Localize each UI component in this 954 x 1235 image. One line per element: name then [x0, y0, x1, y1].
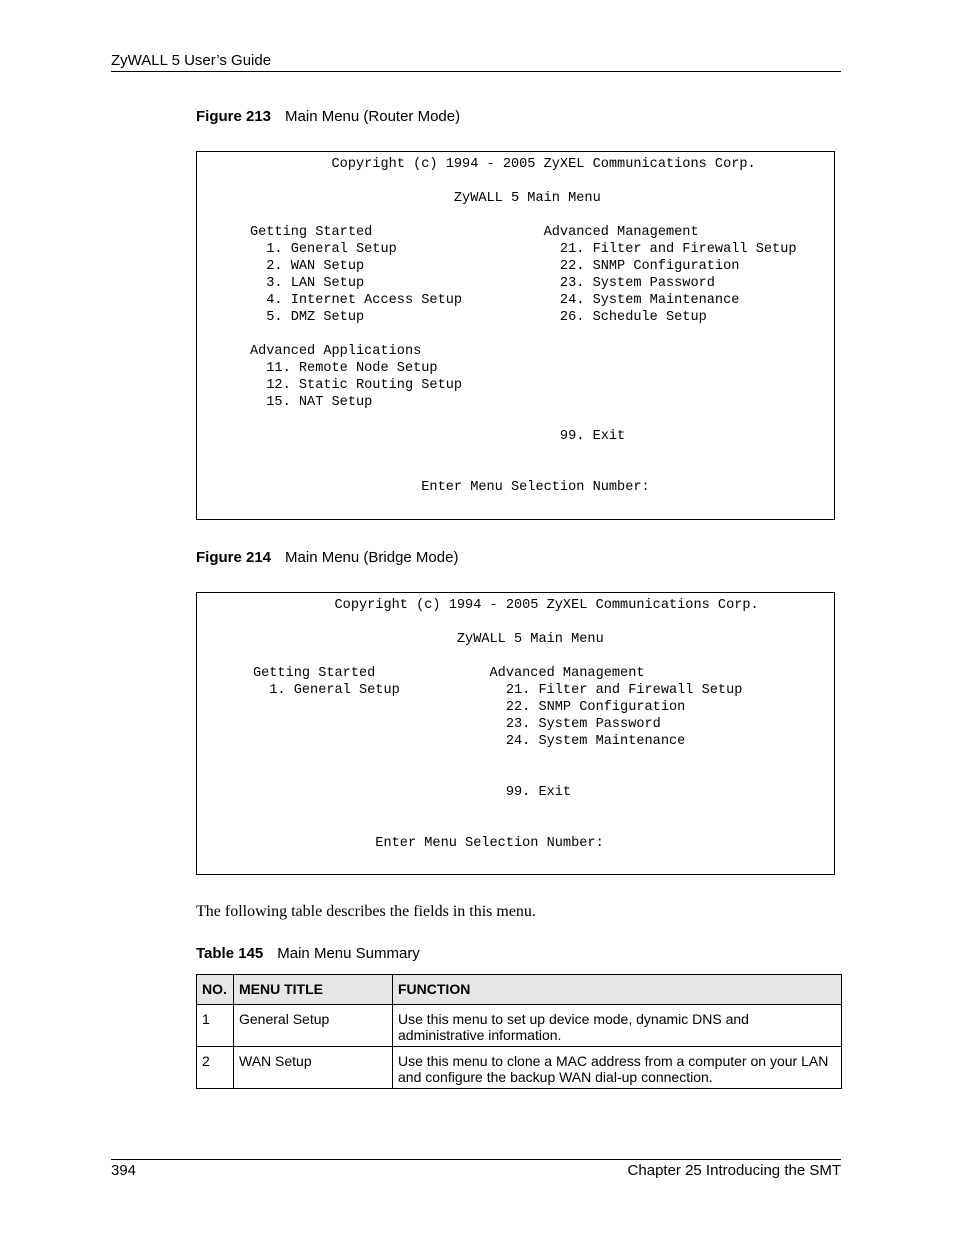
- table-row: [197, 1047, 842, 1089]
- table-145-title: Main Menu Summary: [277, 945, 420, 962]
- menu-line: [201, 207, 797, 224]
- menu-line: [204, 750, 759, 767]
- footer-rule: [111, 1159, 841, 1160]
- menu-line: 99. Exit: [204, 785, 572, 800]
- menu-line: [204, 614, 759, 631]
- bridge-mode-menu-screen: [196, 592, 835, 875]
- menu-line: [201, 445, 797, 462]
- menu-line: [201, 173, 797, 190]
- figure-214-title: Main Menu (Bridge Mode): [285, 549, 459, 566]
- menu-line: 15. NAT Setup: [201, 395, 373, 410]
- cell-no: 1: [197, 1005, 234, 1047]
- table-row: [197, 1005, 842, 1047]
- cell-function: Use this menu to set up device mode, dynamic DNS and administrative information.: [393, 1005, 842, 1047]
- figure-213-title: Main Menu (Router Mode): [285, 108, 461, 125]
- figure-214-label: Figure 214: [196, 549, 272, 566]
- menu-line: 5. DMZ Setup 26. Schedule Setup: [201, 310, 707, 325]
- header-rule: [111, 71, 841, 72]
- menu-line: ZyWALL 5 Main Menu: [201, 191, 601, 206]
- menu-line: Enter Menu Selection Number:: [204, 836, 604, 851]
- page-number: 394: [111, 1162, 137, 1179]
- menu-line: Copyright (c) 1994 - 2005 ZyXEL Communications Corp.: [204, 598, 759, 613]
- menu-line: 99. Exit: [201, 429, 626, 444]
- menu-line: [201, 411, 797, 428]
- cell-menu-title: General Setup: [234, 1005, 393, 1047]
- cell-no: 2: [197, 1047, 234, 1089]
- menu-line: [201, 326, 797, 343]
- menu-line: 22. SNMP Configuration: [204, 700, 686, 715]
- menu-line: [204, 801, 759, 818]
- intro-paragraph: The following table describes the fields in this menu.: [196, 903, 536, 920]
- table-145-caption: [196, 945, 420, 962]
- menu-line: 2. WAN Setup 22. SNMP Configuration: [201, 259, 740, 274]
- chapter-title: Chapter 25 Introducing the SMT: [627, 1162, 841, 1179]
- cell-function: Use this menu to clone a MAC address from a computer on your LAN and configure the backup WAN dial-up connection.: [393, 1047, 842, 1089]
- table-145-label: Table 145: [196, 945, 264, 962]
- menu-line: 11. Remote Node Setup: [201, 361, 438, 376]
- menu-line: 1. General Setup 21. Filter and Firewall Setup: [201, 242, 797, 257]
- bridge-mode-menu-text: [204, 597, 759, 852]
- menu-line: 4. Internet Access Setup 24. System Maintenance: [201, 293, 740, 308]
- router-mode-menu-screen: [196, 151, 835, 520]
- menu-line: [204, 648, 759, 665]
- table-header-row: [197, 975, 842, 1005]
- figure-213-label: Figure 213: [196, 108, 272, 125]
- menu-line: [201, 462, 797, 479]
- menu-line: [204, 818, 759, 835]
- header-no: NO.: [197, 975, 234, 1005]
- figure-213-caption: [196, 108, 460, 125]
- menu-line: Copyright (c) 1994 - 2005 ZyXEL Communications Corp.: [201, 157, 756, 172]
- header-menu-title: MENU TITLE: [234, 975, 393, 1005]
- router-mode-menu-text: [201, 156, 797, 496]
- menu-line: [204, 767, 759, 784]
- main-menu-summary-table: [196, 974, 842, 1089]
- menu-line: 3. LAN Setup 23. System Password: [201, 276, 715, 291]
- menu-line: 24. System Maintenance: [204, 734, 686, 749]
- menu-line: 23. System Password: [204, 717, 661, 732]
- cell-menu-title: WAN Setup: [234, 1047, 393, 1089]
- figure-214-caption: [196, 549, 458, 566]
- menu-line: Getting Started Advanced Management: [201, 225, 699, 240]
- header-function: FUNCTION: [393, 975, 842, 1005]
- menu-line: ZyWALL 5 Main Menu: [204, 632, 604, 647]
- menu-line: Getting Started Advanced Management: [204, 666, 645, 681]
- menu-line: Enter Menu Selection Number:: [201, 480, 650, 495]
- menu-line: Advanced Applications: [201, 344, 422, 359]
- menu-line: 1. General Setup 21. Filter and Firewall Setup: [204, 683, 743, 698]
- menu-line: 12. Static Routing Setup: [201, 378, 463, 393]
- running-header: ZyWALL 5 User’s Guide: [111, 52, 272, 69]
